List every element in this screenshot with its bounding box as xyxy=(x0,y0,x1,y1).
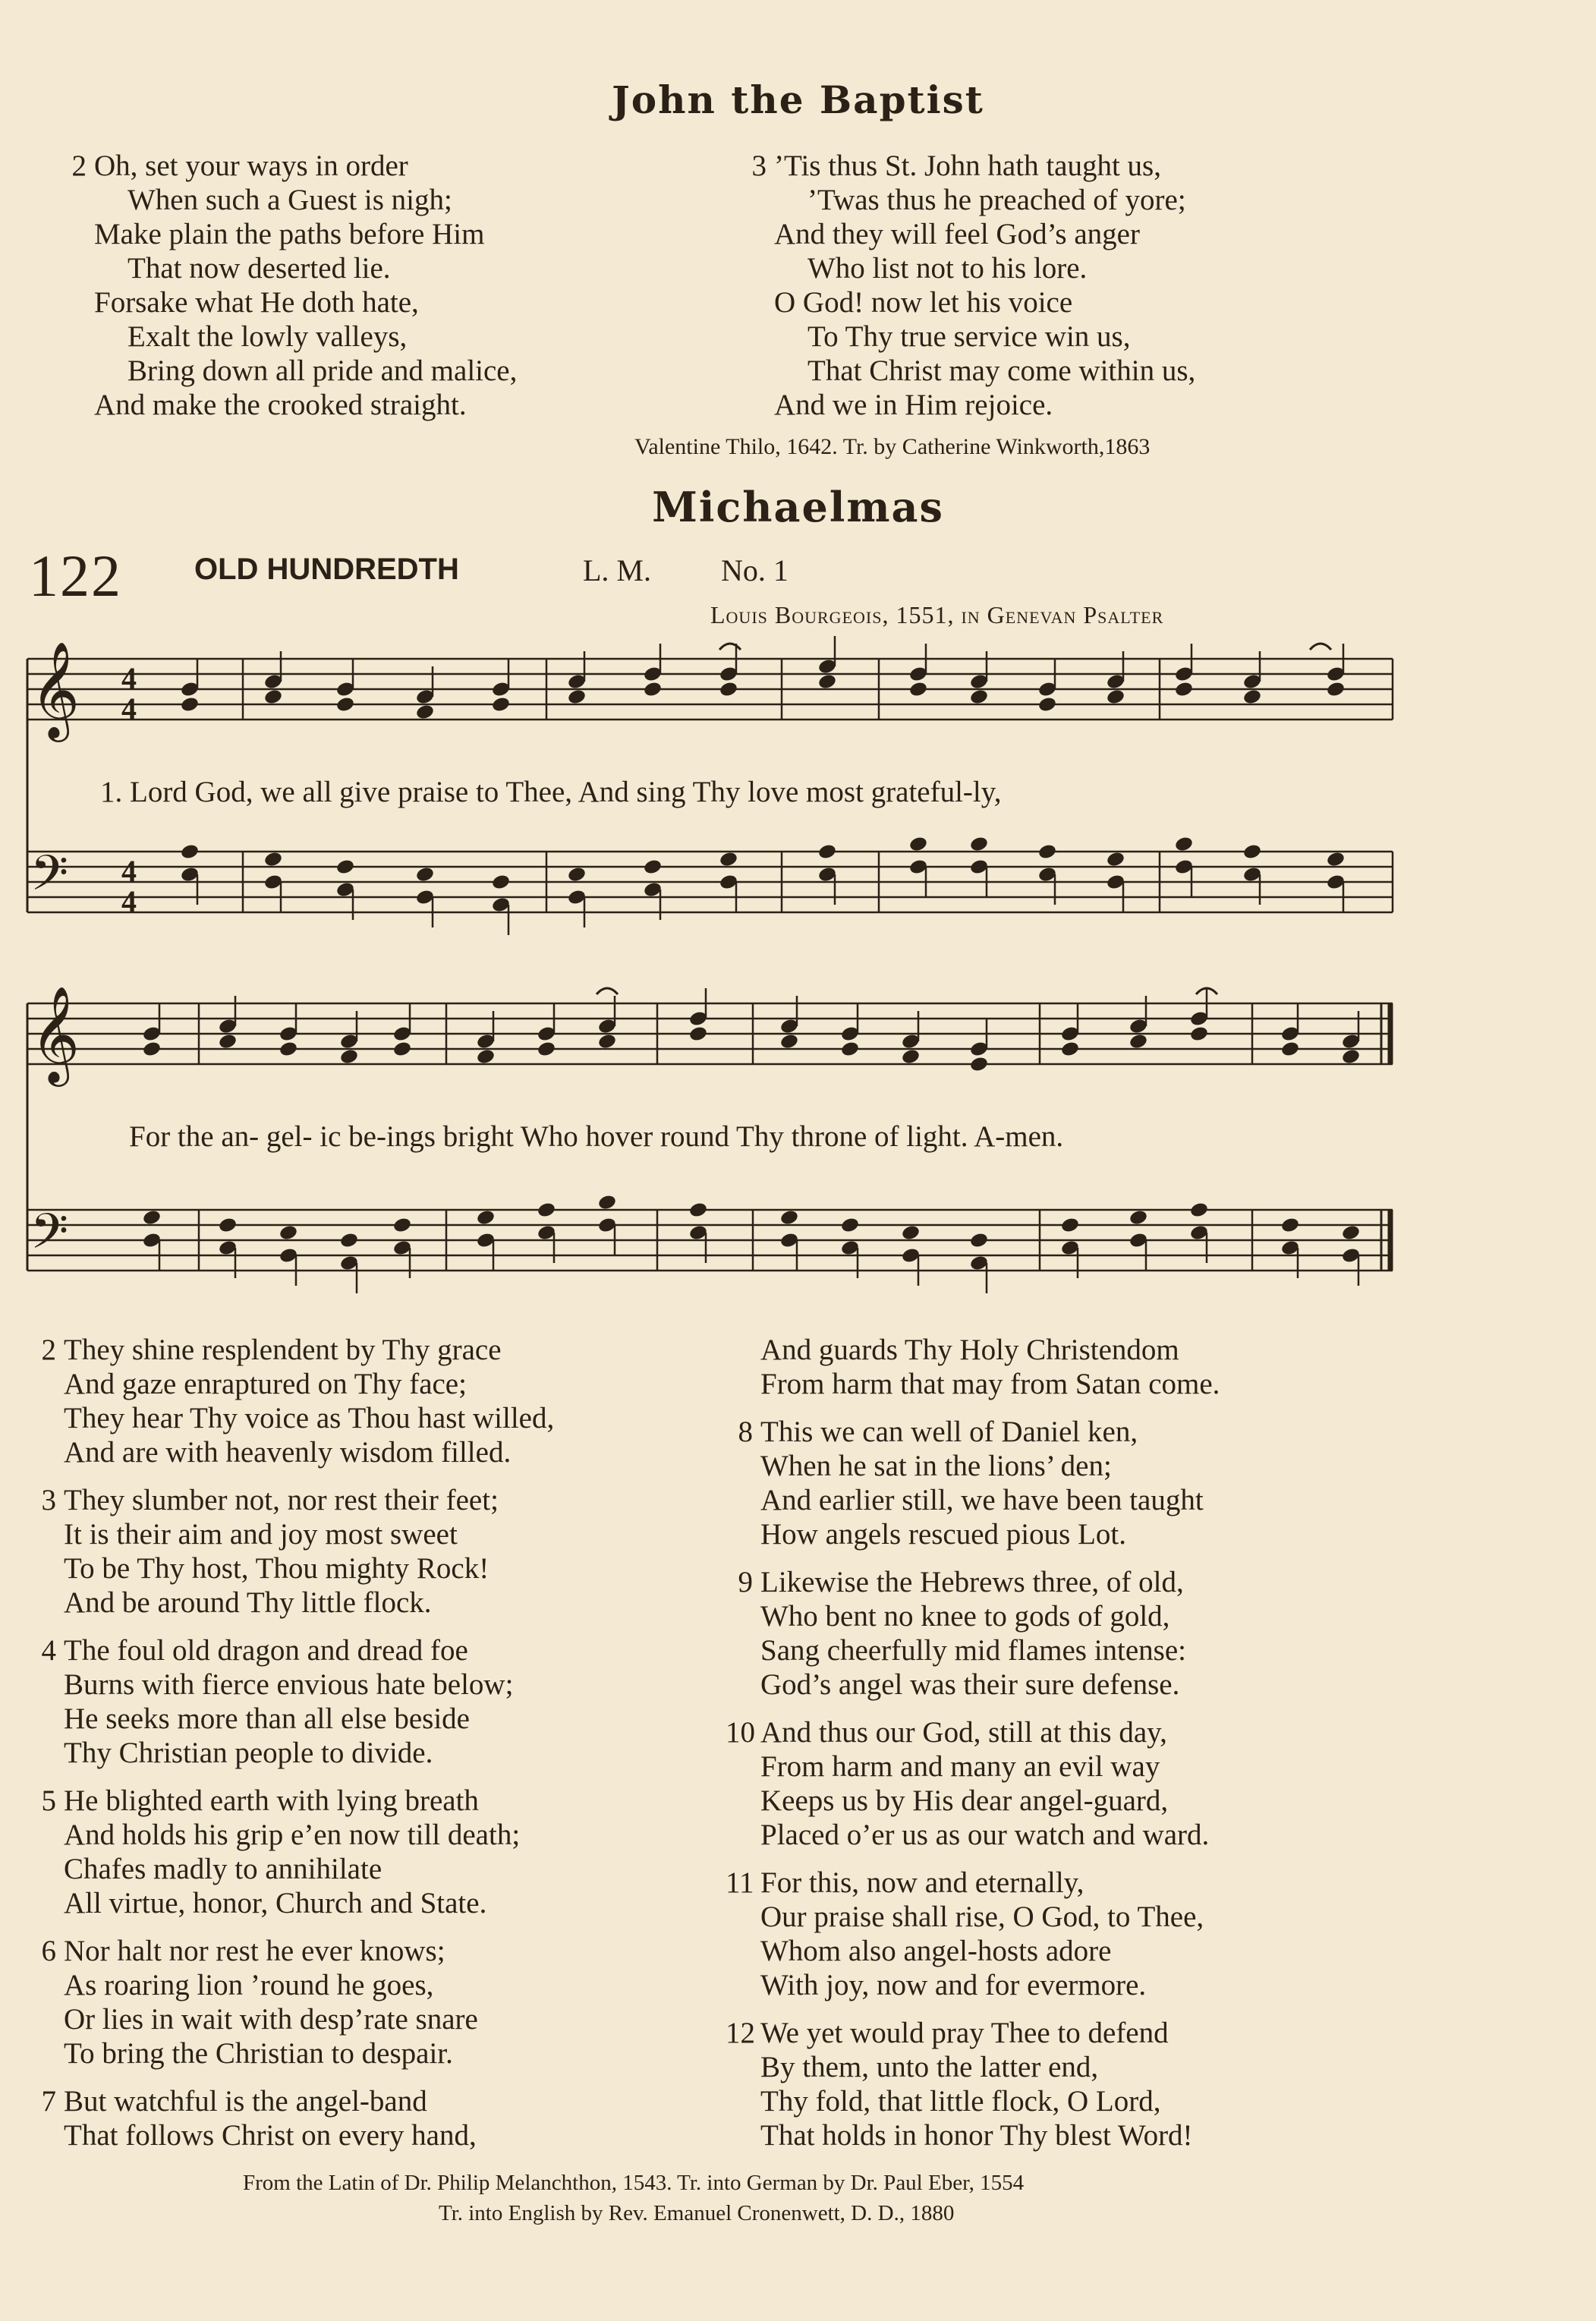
stanza-7 xyxy=(41,2084,477,2153)
note-head xyxy=(969,688,989,706)
stanza-9 xyxy=(738,1565,1187,1702)
note-head xyxy=(537,1201,556,1219)
stanza-line: When such a Guest is nigh; xyxy=(127,184,452,216)
stanza-line: With joy, now and for evermore. xyxy=(760,1969,1147,2001)
note-head xyxy=(335,858,355,876)
note-head xyxy=(1280,1041,1300,1058)
stanza-line: Sang cheerfully mid flames intense: xyxy=(760,1634,1187,1667)
stanza-line: From harm and many an evil way xyxy=(760,1750,1160,1783)
stanza-line: And guards Thy Holy Christendom xyxy=(760,1334,1179,1366)
stanza-11 xyxy=(726,1866,1204,2002)
stanza-line: We yet would pray Thee to defend xyxy=(760,2017,1169,2049)
stanza-line: The foul old dragon and dread foe xyxy=(64,1634,468,1667)
stanza-number: 11 xyxy=(726,1866,754,1899)
note-head xyxy=(719,681,738,698)
note-head xyxy=(1106,851,1125,868)
note-head xyxy=(688,1201,708,1219)
stanza-line: As roaring lion ’round he goes, xyxy=(64,1969,434,2001)
note-head xyxy=(1242,688,1262,706)
lyrics-line-1: 1. Lord God, we all give praise to Thee, And sing Thy love most grateful-ly, xyxy=(100,776,1002,808)
note-head xyxy=(840,1217,860,1234)
stanza-6 xyxy=(41,1934,478,2071)
stanza-5 xyxy=(41,1784,521,1920)
stanza-line: And make the crooked straight. xyxy=(94,389,467,421)
stanza-line: This we can well of Daniel ken, xyxy=(760,1416,1138,1448)
note-head xyxy=(1341,1048,1361,1066)
stanza-number: 4 xyxy=(41,1634,56,1667)
stanza-line: By them, unto the latter end, xyxy=(760,2051,1099,2083)
note-head xyxy=(1174,681,1194,698)
time-signature: 4 xyxy=(121,691,137,726)
stanza-line: When he sat in the lions’ den; xyxy=(760,1450,1112,1482)
credit-line-2: Tr. into English by Rev. Emanuel Cronenwett, D. D., 1880 xyxy=(439,2201,955,2225)
note-head xyxy=(1129,1209,1148,1227)
note-head xyxy=(908,681,928,698)
stanza-line: To bring the Christian to despair. xyxy=(64,2037,453,2070)
stanza-line: Thy Christian people to divide. xyxy=(64,1737,433,1769)
note-head xyxy=(339,1048,359,1066)
stanza-line: And thus our God, still at this day, xyxy=(760,1716,1167,1749)
note-head xyxy=(567,688,587,706)
stanza-number: 10 xyxy=(726,1716,755,1749)
stanza-3 xyxy=(41,1483,499,1620)
note-head xyxy=(180,696,200,713)
note-head xyxy=(840,1041,860,1058)
note-head xyxy=(1060,1217,1080,1234)
note-head xyxy=(335,696,355,713)
stanza-number: 9 xyxy=(738,1566,753,1598)
stanza-number: 2 xyxy=(71,150,87,182)
note-head xyxy=(597,1194,617,1211)
noteheads xyxy=(142,636,1361,1293)
note-head xyxy=(901,1048,921,1066)
note-head xyxy=(1326,681,1346,698)
stanza-line: ’Tis thus St. John hath taught us, xyxy=(774,150,1161,182)
note-head xyxy=(1341,1224,1361,1242)
stanza-line: Nor halt nor rest he ever knows; xyxy=(64,1935,445,1967)
stanza-line: And earlier still, we have been taught xyxy=(760,1484,1204,1516)
note-head xyxy=(1326,851,1346,868)
stanza-line: Make plain the paths before Him xyxy=(94,218,485,250)
time-signature: 4 xyxy=(121,661,137,695)
stanza-line: O God! now let his voice xyxy=(774,286,1073,319)
stanza-4 xyxy=(41,1633,514,1770)
stanza-12 xyxy=(726,2016,1193,2153)
note-head xyxy=(142,1041,162,1058)
note-head xyxy=(218,1033,238,1050)
note-head xyxy=(1189,1201,1209,1219)
stanza-line: How angels rescued pious Lot. xyxy=(760,1518,1126,1551)
note-head xyxy=(476,1048,496,1066)
note-head xyxy=(567,866,587,883)
stanza-10 xyxy=(726,1715,1210,1852)
note-head xyxy=(1037,843,1057,861)
stanza-line: All virtue, honor, Church and State. xyxy=(64,1887,487,1919)
fermata-icons xyxy=(597,644,1331,994)
note-head xyxy=(415,866,435,883)
section-title-john-the-baptist: John the Baptist xyxy=(612,77,984,122)
stanza-line: Exalt the lowly valleys, xyxy=(127,320,408,353)
stanza-number: 3 xyxy=(751,150,767,182)
note-head xyxy=(476,1209,496,1227)
lyrics-line-2: For the an- gel- ic be-ings bright Who hover round Thy throne of light. A-men. xyxy=(129,1120,1064,1153)
note-head xyxy=(537,1041,556,1058)
meter: L. M. xyxy=(583,553,651,587)
stanza-line: Burns with fierce envious hate below; xyxy=(64,1668,514,1701)
stanza-line: That follows Christ on every hand, xyxy=(64,2119,477,2152)
stanza-line: And be around Thy little flock. xyxy=(64,1586,432,1619)
stanza-line: Who list not to his lore. xyxy=(807,252,1088,285)
stanza-line: For this, now and eternally, xyxy=(760,1866,1084,1899)
stanza-number: 6 xyxy=(41,1935,56,1967)
note-head xyxy=(779,1033,799,1050)
stanza-2-john xyxy=(71,149,518,422)
note-head xyxy=(597,1033,617,1050)
bass-clef-icon: 𝄢 xyxy=(30,846,69,912)
tune-name: OLD HUNDREDTH xyxy=(194,553,459,586)
treble-clef-icon: 𝄞 xyxy=(30,988,80,1081)
stanza-line: Bring down all pride and malice, xyxy=(127,354,518,387)
stanza-line: Keeps us by His dear angel-guard, xyxy=(760,1784,1169,1817)
note-head xyxy=(969,836,989,853)
credit-line-1: From the Latin of Dr. Philip Melanchthon, 1543. Tr. into German by Dr. Paul Eber, 1554 xyxy=(243,2171,1025,2195)
stanza-line: Or lies in wait with desp’rate snare xyxy=(64,2003,478,2036)
stanza-number: 8 xyxy=(738,1416,753,1448)
note-head xyxy=(969,1056,989,1073)
stanza-line: To be Thy host, Thou mighty Rock! xyxy=(64,1552,490,1585)
stanza-line: That now deserted lie. xyxy=(127,252,391,285)
stanza-number: 12 xyxy=(726,2017,755,2049)
stanza-line: Likewise the Hebrews three, of old, xyxy=(760,1566,1184,1598)
stanza-line: Forsake what He doth hate, xyxy=(94,286,419,319)
tune-number: No. 1 xyxy=(721,553,789,587)
note-head xyxy=(279,1041,298,1058)
stanza-number: 3 xyxy=(41,1484,56,1516)
stanza-line: But watchful is the angel-band xyxy=(64,2085,427,2118)
stanza-line: He seeks more than all else beside xyxy=(64,1702,470,1735)
note-head xyxy=(180,843,200,861)
note-head xyxy=(415,704,435,721)
note-head xyxy=(1174,836,1194,853)
note-head xyxy=(263,851,283,868)
stanza-number: 7 xyxy=(41,2085,56,2118)
note-head xyxy=(719,851,738,868)
stanza-number: 2 xyxy=(41,1334,56,1366)
stanza-line: It is their aim and joy most sweet xyxy=(64,1518,458,1551)
stanza-2 xyxy=(41,1333,555,1469)
note-head xyxy=(491,874,511,891)
note-head xyxy=(392,1217,412,1234)
stanza-line: And gaze enraptured on Thy face; xyxy=(64,1368,467,1400)
system-2-treble-staff xyxy=(27,1003,1393,1064)
stanza-line: Thy fold, that little flock, O Lord, xyxy=(760,2085,1161,2118)
note-head xyxy=(392,1041,412,1058)
stanza-line: Oh, set your ways in order xyxy=(94,150,408,182)
note-head xyxy=(1242,843,1262,861)
time-signature: 4 xyxy=(121,854,137,888)
stanza-line: Whom also angel-hosts adore xyxy=(760,1935,1112,1967)
treble-clef-icon: 𝄞 xyxy=(30,644,80,736)
stanza-line: They slumber not, nor rest their feet; xyxy=(64,1484,499,1516)
stanza-number: 5 xyxy=(41,1784,56,1817)
note-head xyxy=(901,1224,921,1242)
stanza-line: Placed o’er us as our watch and ward. xyxy=(760,1819,1210,1851)
system-2-bass-staff xyxy=(27,1210,1393,1271)
note-head xyxy=(1106,688,1125,706)
note-head xyxy=(1280,1217,1300,1234)
stanza-line: Our praise shall rise, O God, to Thee, xyxy=(760,1901,1204,1933)
note-head xyxy=(218,1217,238,1234)
stanza-line: He blighted earth with lying breath xyxy=(64,1784,479,1817)
hymn-number: 122 xyxy=(29,543,122,609)
stanza-3-john xyxy=(751,149,1196,422)
note-head xyxy=(1037,696,1057,713)
stanza-line: Chafes madly to annihilate xyxy=(64,1853,382,1885)
note-head xyxy=(279,1224,298,1242)
stanza-line: Who bent no knee to gods of gold, xyxy=(760,1600,1170,1633)
note-head xyxy=(643,681,663,698)
stanza-line: And are with heavenly wisdom filled. xyxy=(64,1436,512,1469)
stanza-line: ’Twas thus he preached of yore; xyxy=(807,184,1186,216)
stanza-line: God’s angel was their sure defense. xyxy=(760,1668,1180,1701)
stanza-line: And we in Him rejoice. xyxy=(774,389,1053,421)
note-head xyxy=(263,688,283,706)
note-head xyxy=(817,673,837,691)
note-head xyxy=(908,836,928,853)
note-head xyxy=(817,843,837,861)
stanza-line: They hear Thy voice as Thou hast willed, xyxy=(64,1402,555,1434)
note-head xyxy=(1129,1033,1148,1050)
stanza-line: That holds in honor Thy blest Word! xyxy=(760,2119,1193,2152)
note-head xyxy=(969,1232,989,1249)
section-title-michaelmas: Michaelmas xyxy=(652,483,944,531)
stanza-line: And they will feel God’s anger xyxy=(774,218,1140,250)
note-head xyxy=(1060,1041,1080,1058)
note-head xyxy=(339,1232,359,1249)
stanza-line: From harm that may from Satan come. xyxy=(760,1368,1220,1400)
music-score xyxy=(0,630,1596,1313)
note-head xyxy=(643,858,663,876)
stanza-line: And holds his grip e’en now till death; xyxy=(64,1819,521,1851)
stanza-7-continuation xyxy=(760,1333,1220,1401)
composer-credit: Louis Bourgeois, 1551, in Genevan Psalter xyxy=(710,601,1164,628)
note-head xyxy=(688,1025,708,1043)
bass-clef-icon: 𝄢 xyxy=(30,1205,69,1271)
credit-john: Valentine Thilo, 1642. Tr. by Catherine Winkworth,1863 xyxy=(634,434,1151,459)
note-head xyxy=(1189,1025,1209,1043)
stanza-line: That Christ may come within us, xyxy=(807,354,1196,387)
note-head xyxy=(779,1209,799,1227)
note-head xyxy=(142,1209,162,1227)
stanza-line: They shine resplendent by Thy grace xyxy=(64,1334,502,1366)
stanza-8 xyxy=(738,1415,1204,1551)
stanza-line: To Thy true service win us, xyxy=(807,320,1131,353)
time-signature: 4 xyxy=(121,884,137,918)
note-head xyxy=(491,696,511,713)
